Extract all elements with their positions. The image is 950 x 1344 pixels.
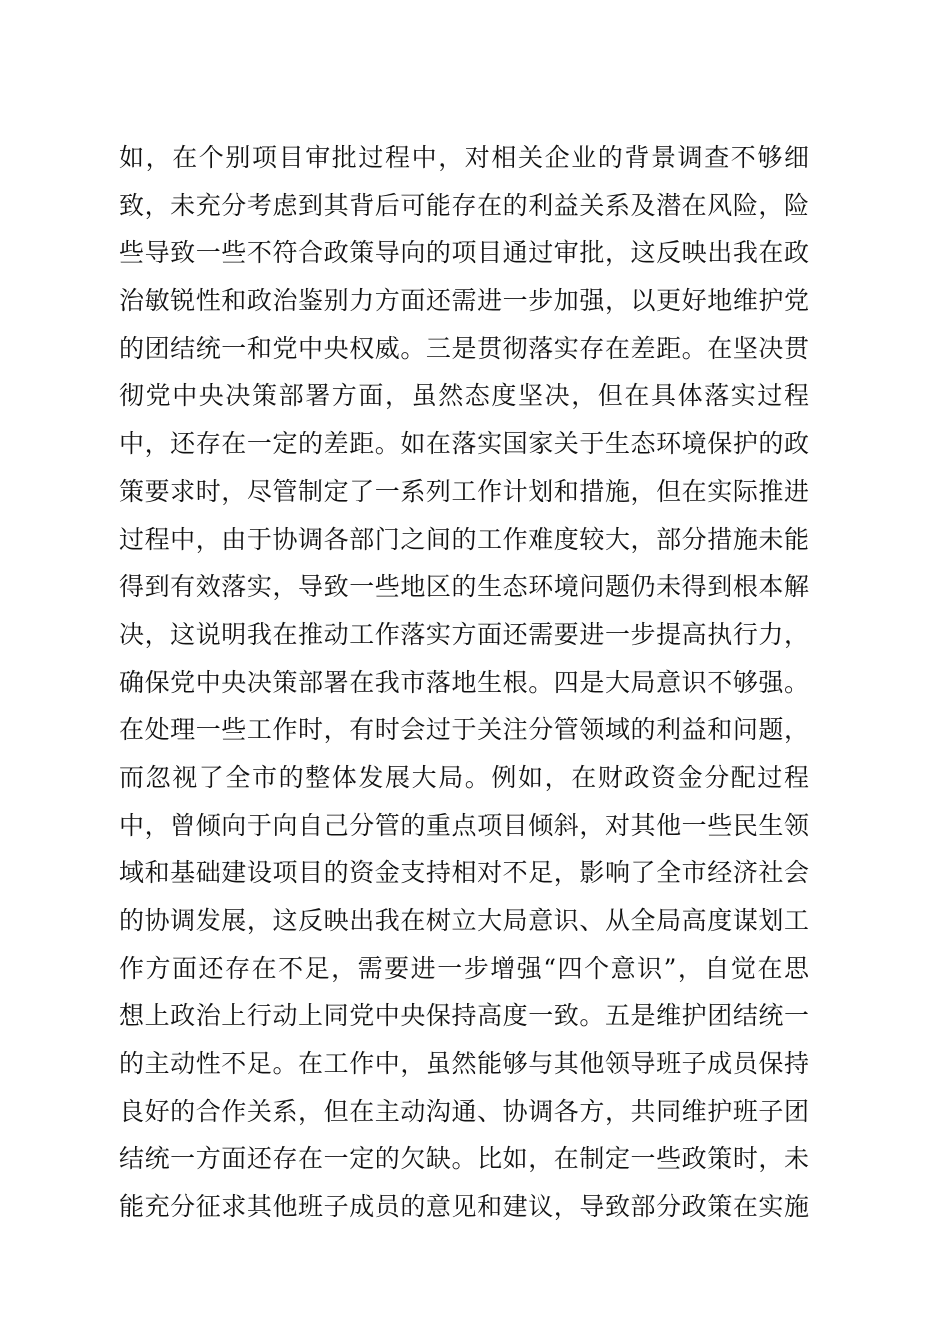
text-line: 域和基础建设项目的资金支持相对不足，影响了全市经济社会 — [119, 858, 809, 888]
text-line: 如，在个别项目审批过程中，对相关企业的背景调查不够细 — [119, 143, 809, 172]
text-line: 结统一方面还存在一定的欠缺。比如，在制定一些政策时，未 — [119, 1144, 809, 1174]
text-line: 的协调发展，这反映出我在树立大局意识、从全局高度谋划工 — [119, 906, 809, 935]
text-line: 想上政治上行动上同党中央保持高度一致。五是维护团结统一 — [119, 1001, 809, 1031]
text-line: 中，还存在一定的差距。如在落实国家关于生态环境保护的政 — [119, 429, 809, 459]
text-line: 过程中，由于协调各部门之间的工作难度较大，部分措施未能 — [119, 524, 809, 554]
text-line: 彻党中央决策部署方面，虽然态度坚决，但在具体落实过程 — [119, 381, 809, 411]
text-line: 些导致一些不符合政策导向的项目通过审批，这反映出我在政 — [119, 238, 809, 268]
text-line: 在处理一些工作时，有时会过于关注分管领域的利益和问题， — [119, 715, 809, 745]
text-line: 良好的合作关系，但在主动沟通、协调各方，共同维护班子团 — [119, 1096, 809, 1126]
text-line: 决，这说明我在推动工作落实方面还需要进一步提高执行力， — [119, 619, 809, 649]
text-line: 策要求时，尽管制定了一系列工作计划和措施，但在实际推进 — [119, 476, 809, 506]
body-paragraph — [119, 134, 809, 1231]
text-line: 得到有效落实，导致一些地区的生态环境问题仍未得到根本解 — [119, 572, 809, 602]
text-line: 中，曾倾向于向自己分管的重点项目倾斜，对其他一些民生领 — [119, 810, 809, 840]
text-line: 的主动性不足。在工作中，虽然能够与其他领导班子成员保持 — [119, 1049, 809, 1079]
text-line: 能充分征求其他班子成员的意见和建议，导致部分政策在实施 — [119, 1192, 809, 1222]
text-line: 的团结统一和党中央权威。三是贯彻落实存在差距。在坚决贯 — [119, 333, 809, 363]
text-line: 作方面还存在不足，需要进一步增强“四个意识”，自觉在思 — [119, 953, 809, 983]
text-line: 致，未充分考虑到其背后可能存在的利益关系及潜在风险，险 — [119, 190, 809, 220]
text-line: 治敏锐性和政治鉴别力方面还需进一步加强，以更好地维护党 — [119, 286, 809, 316]
text-line: 确保党中央决策部署在我市落地生根。四是大局意识不够强。 — [119, 667, 809, 697]
text-line: 而忽视了全市的整体发展大局。例如，在财政资金分配过程 — [119, 762, 809, 792]
